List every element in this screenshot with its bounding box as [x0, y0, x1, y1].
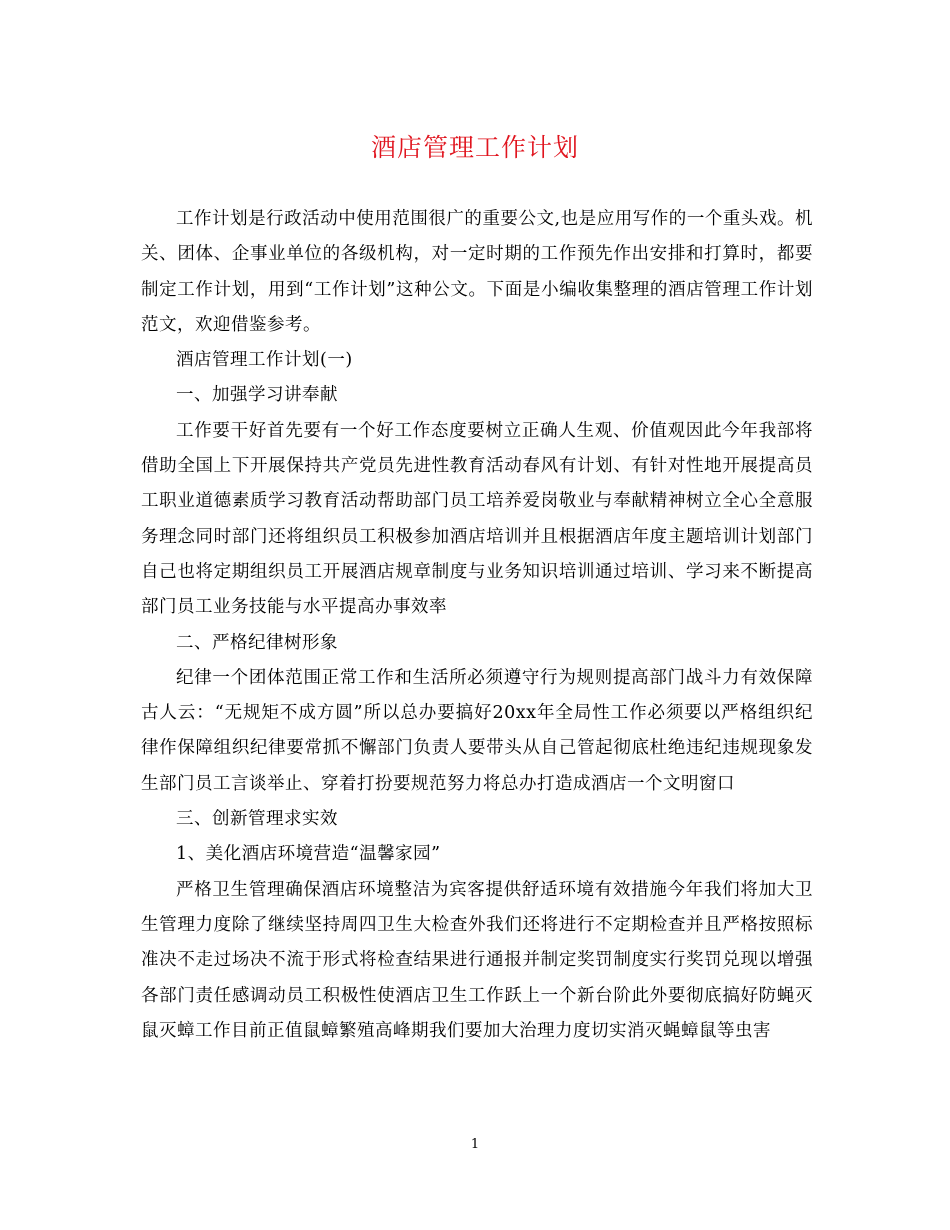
- paragraph-intro: 工作计划是行政活动中使用范围很广的重要公文,也是应用写作的一个重头戏。机关、团体、企事业单位的各级机构，对一定时期的工作预先作出安排和打算时，都要制定工作计划，用到“工作计划”这种公文。下面是小编收集整理的酒店管理工作计划范文，欢迎借鉴参考。: [141, 209, 813, 335]
- paragraph-environment: 严格卫生管理确保酒店环境整洁为宾客提供舒适环境有效措施今年我们将加大卫生管理力度除了继续坚持周四卫生大检查外我们还将进行不定期检查并且严格按照标准决不走过场决不流于形式将检查结果进行通报并制定奖罚制度实行奖罚兑现以增强各部门责任感调动员工积极性使酒店卫生工作跃上一个新台阶此外要彻底搞好防蝇灭鼠灭蟑工作目前正值鼠蟑繁殖高峰期我们要加大治理力度切实消灭蝇蟑鼠等虫害: [141, 879, 813, 1041]
- paragraph-discipline: 纪律一个团体范围正常工作和生活所必须遵守行为规则提高部门战斗力有效保障古人云：“无规矩不成方圆”所以总办要搞好20xx年全局性工作必须要以严格组织纪律作保障组织纪律要常抓不懈部门负责人要带头从自己管起彻底杜绝违纪违规现象发生部门员工言谈举止、穿着打扮要规范努力将总办打造成酒店一个文明窗口: [141, 667, 813, 794]
- section-heading-study: 一、加强学习讲奉献: [176, 385, 338, 406]
- section-heading-plan-one: 酒店管理工作计划(一): [176, 350, 353, 371]
- paragraph-study: 工作要干好首先要有一个好工作态度要树立正确人生观、价值观因此今年我部将借助全国上下开展保持共产党员先进性教育活动春风有计划、有针对性地开展提高员工职业道德素质学习教育活动帮助部门员工培养爱岗敬业与奉献精神树立全心全意服务理念同时部门还将组织员工积极参加酒店培训并且根据酒店年度主题培训计划部门自己也将定期组织员工开展酒店规章制度与业务知识培训通过培训、学习来不断提高部门员工业务技能与水平提高办事效率: [141, 420, 813, 618]
- section-heading-innovation: 三、创新管理求实效: [176, 809, 338, 830]
- subsection-heading-environment: 1、美化酒店环境营造“温馨家园”: [176, 844, 441, 865]
- page-number: 1: [470, 1137, 480, 1152]
- document-title: 酒店管理工作计划: [370, 133, 579, 162]
- document-body: [141, 202, 813, 1049]
- section-heading-discipline: 二、严格纪律树形象: [176, 632, 338, 653]
